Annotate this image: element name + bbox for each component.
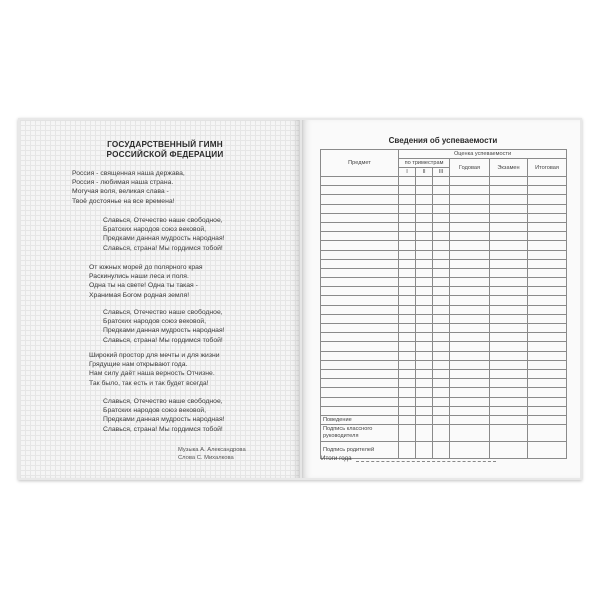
table-cell[interactable] (528, 379, 567, 388)
table-cell[interactable] (528, 333, 567, 342)
anthem-title-line2: РОССИЙСКОЙ ФЕДЕРАЦИИ (106, 150, 224, 159)
table-cell[interactable] (450, 213, 490, 222)
table-cell[interactable] (490, 259, 528, 268)
table-cell[interactable] (450, 222, 490, 231)
table-cell[interactable] (490, 213, 528, 222)
anthem-line: Славься, страна! Мы гордимся тобой! (103, 244, 223, 252)
table-cell[interactable] (528, 241, 567, 250)
table-cell[interactable] (416, 241, 433, 250)
table-cell[interactable] (528, 204, 567, 213)
table-cell[interactable] (321, 342, 399, 351)
table-cell[interactable] (450, 388, 490, 397)
table-cell[interactable] (321, 296, 399, 305)
table-cell[interactable] (450, 241, 490, 250)
table-row (321, 324, 567, 333)
table-cell[interactable] (399, 314, 416, 323)
table-cell[interactable] (416, 213, 433, 222)
table-cell[interactable] (450, 314, 490, 323)
grades-table (320, 149, 567, 459)
table-cell[interactable] (416, 268, 433, 277)
table-cell[interactable] (321, 241, 399, 250)
table-cell[interactable] (433, 415, 450, 424)
table-cell[interactable] (399, 305, 416, 314)
table-cell[interactable] (321, 278, 399, 287)
table-cell[interactable] (528, 369, 567, 378)
parent-signature-label: Подпись родителей (321, 441, 399, 458)
table-cell[interactable] (416, 278, 433, 287)
table-cell[interactable] (490, 305, 528, 314)
table-cell[interactable] (450, 186, 490, 195)
credit-words: Слова С. Михалкова (178, 455, 234, 461)
table-cell[interactable] (433, 296, 450, 305)
table-cell[interactable] (433, 351, 450, 360)
table-cell[interactable] (399, 397, 416, 406)
table-cell[interactable] (416, 369, 433, 378)
table-cell[interactable] (416, 388, 433, 397)
table-cell[interactable] (528, 268, 567, 277)
table-row (321, 186, 567, 195)
table-cell[interactable] (416, 305, 433, 314)
anthem-chorus-2 (103, 308, 225, 345)
table-cell[interactable] (321, 287, 399, 296)
table-row (321, 287, 567, 296)
table-cell[interactable] (399, 424, 416, 441)
grade-group-header: Оценка успеваемости (399, 150, 567, 159)
table-cell[interactable] (528, 222, 567, 231)
table-cell[interactable] (321, 360, 399, 369)
table-cell[interactable] (433, 287, 450, 296)
table-cell[interactable] (416, 287, 433, 296)
anthem-credits (178, 446, 246, 462)
anthem-line: Братских народов союз вековой, (103, 407, 207, 415)
table-cell[interactable] (450, 278, 490, 287)
table-cell[interactable] (433, 305, 450, 314)
table-cell[interactable] (416, 204, 433, 213)
anthem-line: Раскинулись наши леса и поля. (89, 273, 189, 281)
table-cell[interactable] (433, 222, 450, 231)
table-cell[interactable] (321, 259, 399, 268)
table-cell[interactable] (399, 204, 416, 213)
year-total-line[interactable] (356, 455, 496, 462)
table-cell[interactable] (399, 351, 416, 360)
table-cell[interactable] (399, 186, 416, 195)
table-cell[interactable] (321, 195, 399, 204)
anthem-stanza-3 (89, 351, 220, 388)
exam-header: Экзамен (490, 159, 528, 177)
table-cell[interactable] (433, 259, 450, 268)
anthem-line: Так было, так есть и так будет всегда! (89, 379, 209, 387)
table-cell[interactable] (490, 379, 528, 388)
year-total-label: Итоги года (321, 455, 352, 462)
table-cell[interactable] (399, 287, 416, 296)
table-cell[interactable] (490, 397, 528, 406)
anthem-line: Грядущие нам открывают года. (89, 361, 188, 369)
table-cell[interactable] (416, 424, 433, 441)
table-cell[interactable] (416, 314, 433, 323)
table-cell[interactable] (528, 177, 567, 186)
table-cell[interactable] (416, 342, 433, 351)
table-cell[interactable] (433, 268, 450, 277)
table-cell[interactable] (399, 333, 416, 342)
anthem-line: Братских народов союз вековой, (103, 318, 207, 326)
table-cell[interactable] (528, 213, 567, 222)
table-cell[interactable] (450, 324, 490, 333)
table-cell[interactable] (433, 342, 450, 351)
table-cell[interactable] (490, 177, 528, 186)
table-cell[interactable] (528, 296, 567, 305)
table-cell[interactable] (490, 195, 528, 204)
anthem-title (60, 140, 270, 160)
anthem-stanza-2 (89, 263, 203, 300)
table-cell[interactable] (450, 369, 490, 378)
table-cell[interactable] (321, 351, 399, 360)
table-cell[interactable] (416, 415, 433, 424)
table-cell[interactable] (490, 232, 528, 241)
table-row (321, 305, 567, 314)
anthem-line: Братских народов союз вековой, (103, 226, 207, 234)
table-cell[interactable] (528, 278, 567, 287)
table-cell[interactable] (416, 296, 433, 305)
table-row (321, 268, 567, 277)
table-cell[interactable] (528, 195, 567, 204)
table-cell[interactable] (399, 232, 416, 241)
table-row (321, 241, 567, 250)
table-cell[interactable] (490, 406, 528, 415)
anthem-line: Предками данная мудрость народная! (103, 327, 225, 335)
credit-music: Музыка А. Александрова (178, 447, 246, 453)
table-cell[interactable] (528, 360, 567, 369)
trimester-3-header: III (433, 168, 450, 177)
table-row (321, 388, 567, 397)
trimester-1-header: I (399, 168, 416, 177)
table-cell[interactable] (433, 369, 450, 378)
table-cell[interactable] (528, 287, 567, 296)
table-cell[interactable] (399, 177, 416, 186)
table-cell[interactable] (416, 232, 433, 241)
anthem-line: Россия - любимая наша страна. (72, 179, 174, 187)
table-cell[interactable] (450, 296, 490, 305)
anthem-line: Могучая воля, великая слава - (72, 188, 169, 196)
table-cell[interactable] (490, 360, 528, 369)
table-cell[interactable] (399, 379, 416, 388)
table-row (321, 333, 567, 342)
table-cell[interactable] (490, 324, 528, 333)
table-cell[interactable] (321, 177, 399, 186)
anthem-line: Предками данная мудрость народная! (103, 235, 225, 243)
table-cell[interactable] (399, 250, 416, 259)
table-cell[interactable] (416, 379, 433, 388)
table-row (321, 195, 567, 204)
table-cell[interactable] (450, 250, 490, 259)
table-cell[interactable] (433, 333, 450, 342)
table-cell[interactable] (321, 268, 399, 277)
table-cell[interactable] (321, 213, 399, 222)
table-cell[interactable] (433, 360, 450, 369)
table-cell[interactable] (528, 424, 567, 441)
table-cell[interactable] (399, 278, 416, 287)
table-cell[interactable] (416, 360, 433, 369)
table-cell[interactable] (490, 287, 528, 296)
table-cell[interactable] (321, 324, 399, 333)
table-cell[interactable] (490, 268, 528, 277)
table-cell[interactable] (321, 333, 399, 342)
table-cell[interactable] (490, 351, 528, 360)
anthem-line: Предками данная мудрость народная! (103, 416, 225, 424)
table-cell[interactable] (321, 369, 399, 378)
table-cell[interactable] (433, 241, 450, 250)
anthem-chorus-3 (103, 397, 225, 434)
table-cell[interactable] (433, 324, 450, 333)
table-cell[interactable] (399, 268, 416, 277)
table-cell[interactable] (528, 342, 567, 351)
table-cell[interactable] (321, 222, 399, 231)
anthem-chorus-1 (103, 216, 225, 253)
table-cell[interactable] (490, 369, 528, 378)
table-cell[interactable] (399, 342, 416, 351)
table-cell[interactable] (321, 388, 399, 397)
table-cell[interactable] (490, 278, 528, 287)
table-cell[interactable] (321, 379, 399, 388)
table-cell[interactable] (450, 333, 490, 342)
trimester-header: по триместрам (399, 159, 450, 168)
table-cell[interactable] (450, 397, 490, 406)
table-cell[interactable] (321, 397, 399, 406)
table-cell[interactable] (399, 369, 416, 378)
table-cell[interactable] (528, 397, 567, 406)
table-cell[interactable] (528, 232, 567, 241)
table-cell[interactable] (450, 305, 490, 314)
anthem-line: Нам силу даёт наша верность Отчизне. (89, 370, 215, 378)
table-row (321, 222, 567, 231)
table-cell[interactable] (321, 232, 399, 241)
table-cell[interactable] (399, 360, 416, 369)
table-cell[interactable] (528, 406, 567, 415)
grades-title: Сведения об успеваемости (388, 136, 498, 145)
table-cell[interactable] (490, 222, 528, 231)
table-cell[interactable] (416, 250, 433, 259)
table-cell[interactable] (321, 305, 399, 314)
table-cell[interactable] (490, 186, 528, 195)
anthem-line: От южных морей до полярного края (89, 264, 203, 271)
table-cell[interactable] (528, 351, 567, 360)
table-cell[interactable] (450, 360, 490, 369)
table-cell[interactable] (490, 296, 528, 305)
table-row (321, 369, 567, 378)
table-cell[interactable] (450, 424, 490, 441)
table-cell[interactable] (450, 204, 490, 213)
table-cell[interactable] (450, 287, 490, 296)
table-cell[interactable] (490, 424, 528, 441)
table-cell[interactable] (528, 250, 567, 259)
table-row (321, 259, 567, 268)
table-cell[interactable] (528, 324, 567, 333)
table-cell[interactable] (433, 186, 450, 195)
table-cell[interactable] (433, 213, 450, 222)
table-cell[interactable] (433, 204, 450, 213)
table-cell[interactable] (490, 241, 528, 250)
table-cell[interactable] (433, 397, 450, 406)
table-cell[interactable] (433, 177, 450, 186)
table-cell[interactable] (450, 351, 490, 360)
table-cell[interactable] (433, 388, 450, 397)
anthem-title-line1: ГОСУДАРСТВЕННЫЙ ГИМН (107, 140, 223, 149)
table-row (321, 213, 567, 222)
table-cell[interactable] (490, 204, 528, 213)
anthem-line: Хранимая Богом родная земля! (89, 291, 190, 299)
anthem-line: Широкий простор для мечты и для жизни (89, 352, 220, 359)
table-cell[interactable] (490, 388, 528, 397)
anthem-line: Славься, страна! Мы гордимся тобой! (103, 336, 223, 344)
table-row (321, 250, 567, 259)
table-cell[interactable] (433, 424, 450, 441)
notebook-spine (299, 120, 303, 478)
table-row (321, 351, 567, 360)
table-cell[interactable] (321, 250, 399, 259)
table-cell[interactable] (450, 268, 490, 277)
table-cell[interactable] (490, 333, 528, 342)
table-cell[interactable] (450, 259, 490, 268)
table-cell[interactable] (399, 406, 416, 415)
table-cell[interactable] (450, 415, 490, 424)
table-row (321, 342, 567, 351)
table-cell[interactable] (528, 388, 567, 397)
table-row (321, 232, 567, 241)
table-cell[interactable] (321, 186, 399, 195)
table-cell[interactable] (399, 388, 416, 397)
table-cell[interactable] (433, 379, 450, 388)
table-cell[interactable] (450, 232, 490, 241)
table-row (321, 296, 567, 305)
anthem-line: Славься, Отечество наше свободное, (103, 398, 223, 405)
table-cell[interactable] (528, 259, 567, 268)
behavior-label: Поведение (321, 415, 399, 424)
table-cell[interactable] (416, 186, 433, 195)
table-cell[interactable] (321, 314, 399, 323)
table-cell[interactable] (399, 296, 416, 305)
table-cell[interactable] (450, 406, 490, 415)
table-cell[interactable] (450, 177, 490, 186)
table-row (321, 314, 567, 323)
table-cell[interactable] (433, 250, 450, 259)
anthem-line: Славься, Отечество наше свободное, (103, 217, 223, 224)
anthem-line: Славься, страна! Мы гордимся тобой! (103, 425, 223, 433)
table-cell[interactable] (528, 305, 567, 314)
anthem-line: Славься, Отечество наше свободное, (103, 309, 223, 316)
table-cell[interactable] (399, 415, 416, 424)
table-row (321, 177, 567, 186)
trimester-2-header: II (416, 168, 433, 177)
anthem-line: Россия - священная наша держава, (72, 170, 185, 177)
table-cell[interactable] (490, 415, 528, 424)
table-cell[interactable] (416, 222, 433, 231)
table-cell[interactable] (433, 195, 450, 204)
table-cell[interactable] (416, 406, 433, 415)
table-cell[interactable] (433, 314, 450, 323)
table-cell[interactable] (528, 186, 567, 195)
table-cell[interactable] (528, 415, 567, 424)
table-cell[interactable] (399, 324, 416, 333)
table-cell[interactable] (416, 324, 433, 333)
table-cell[interactable] (433, 278, 450, 287)
table-cell[interactable] (416, 333, 433, 342)
table-cell[interactable] (528, 314, 567, 323)
table-cell[interactable] (416, 397, 433, 406)
table-cell[interactable] (433, 406, 450, 415)
year-total-row (321, 455, 496, 462)
table-cell[interactable] (416, 259, 433, 268)
table-cell[interactable] (399, 259, 416, 268)
table-cell[interactable] (490, 314, 528, 323)
teacher-signature-label: Подпись классного руководителя (321, 424, 399, 441)
table-cell[interactable] (490, 342, 528, 351)
table-cell[interactable] (416, 177, 433, 186)
table-cell[interactable] (321, 204, 399, 213)
table-cell[interactable] (528, 441, 567, 458)
table-cell[interactable] (399, 195, 416, 204)
table-row (321, 204, 567, 213)
final-header: Итоговая (528, 159, 567, 177)
table-cell[interactable] (450, 342, 490, 351)
table-cell[interactable] (416, 351, 433, 360)
table-row (321, 278, 567, 287)
table-cell[interactable] (490, 250, 528, 259)
table-row (321, 406, 567, 415)
grades-body (321, 177, 567, 416)
annual-header: Годовая (450, 159, 490, 177)
table-cell[interactable] (450, 195, 490, 204)
table-cell[interactable] (399, 222, 416, 231)
table-cell[interactable] (416, 195, 433, 204)
table-cell[interactable] (399, 213, 416, 222)
table-cell[interactable] (450, 379, 490, 388)
anthem-stanza-1 (72, 169, 185, 206)
table-cell[interactable] (433, 232, 450, 241)
table-row (321, 379, 567, 388)
table-cell[interactable] (321, 406, 399, 415)
subject-header: Предмет (321, 150, 399, 177)
table-row (321, 397, 567, 406)
anthem-line: Твоё достоянье на все времена! (72, 197, 175, 205)
table-cell[interactable] (399, 241, 416, 250)
anthem-line: Одна ты на свете! Одна ты такая - (89, 282, 198, 290)
grades-table-wrap (320, 149, 566, 453)
table-row (321, 360, 567, 369)
